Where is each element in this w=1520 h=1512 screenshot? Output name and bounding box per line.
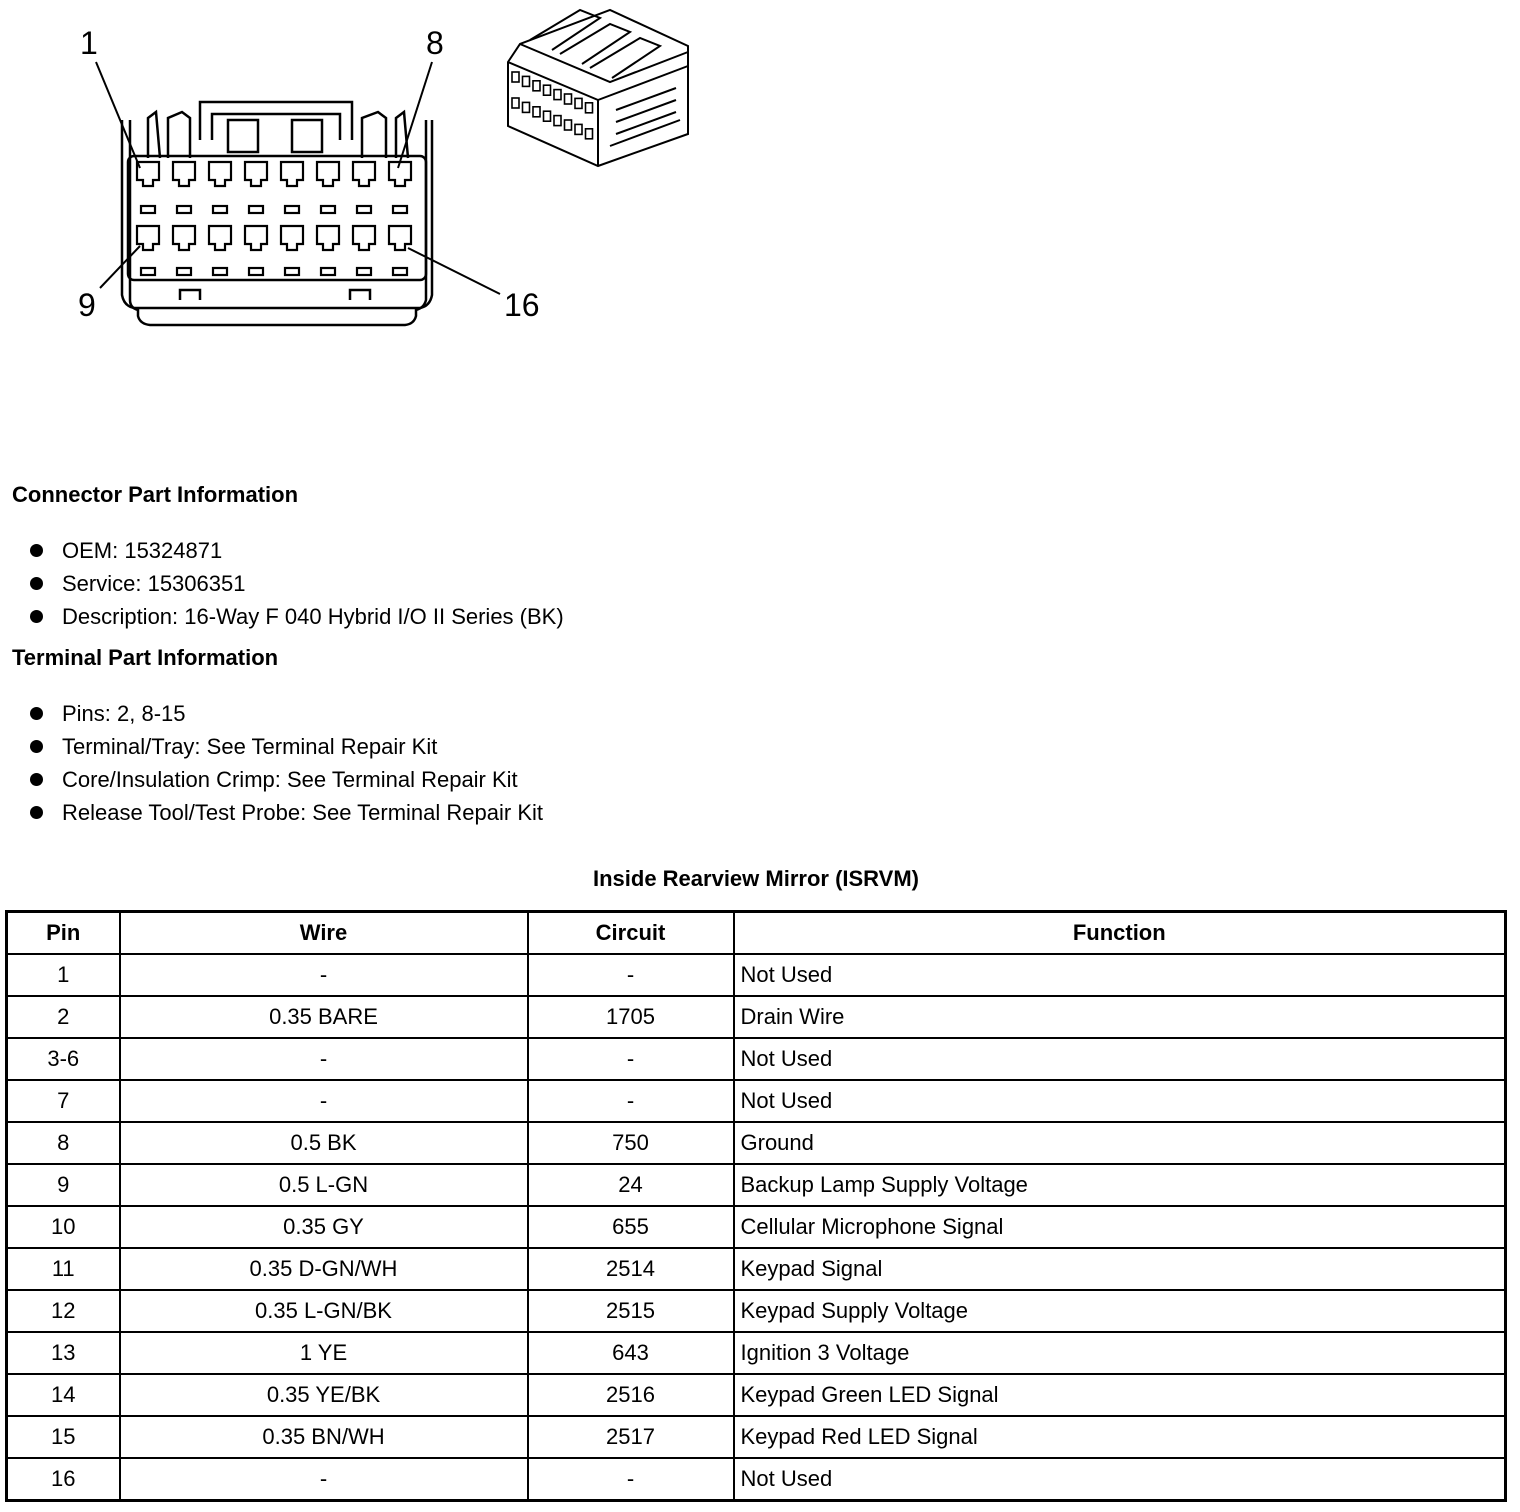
iso-cavity <box>533 107 540 117</box>
cell-wire: 0.35 BARE <box>120 996 528 1038</box>
iso-cavity <box>544 85 551 95</box>
table-row <box>7 1332 1506 1374</box>
iso-cavity <box>512 98 519 108</box>
terminal-cavity <box>245 226 267 250</box>
cell-wire: 0.5 BK <box>120 1122 528 1164</box>
terminal-cavity <box>173 226 195 250</box>
bullet-icon <box>30 544 43 557</box>
pin-16-label: 16 <box>504 287 540 323</box>
cavity-slot <box>357 206 371 213</box>
terminal-cavity <box>353 162 375 186</box>
cell-circuit: 2514 <box>528 1248 734 1290</box>
iso-cavity <box>586 103 593 113</box>
cavity-slot <box>141 268 155 275</box>
table-row <box>7 1374 1506 1416</box>
terminal-cavity <box>317 162 339 186</box>
cavity-slot <box>177 206 191 213</box>
connector-part-info-heading: Connector Part Information <box>12 482 299 507</box>
cell-circuit: - <box>528 954 734 996</box>
bullet-icon <box>30 806 43 819</box>
cavity-slot <box>177 268 191 275</box>
cavity-slot <box>249 206 263 213</box>
iso-cavity <box>575 124 582 134</box>
cavity-slot <box>285 268 299 275</box>
table-header-row <box>7 912 1506 955</box>
cell-circuit: 24 <box>528 1164 734 1206</box>
header-pin: Pin <box>7 912 120 955</box>
list-item: OEM: 15324871 <box>28 534 564 567</box>
pin-1-label: 1 <box>80 25 98 61</box>
cell-wire: 0.35 GY <box>120 1206 528 1248</box>
table-row <box>7 996 1506 1038</box>
cell-function: Not Used <box>734 1458 1506 1501</box>
cell-function: Not Used <box>734 1080 1506 1122</box>
table-row <box>7 1122 1506 1164</box>
cell-wire: 0.35 BN/WH <box>120 1416 528 1458</box>
iso-cavity <box>575 98 582 108</box>
table-row <box>7 1290 1506 1332</box>
cell-circuit: 1705 <box>528 996 734 1038</box>
cell-circuit: - <box>528 1458 734 1501</box>
cell-wire: 0.35 L-GN/BK <box>120 1290 528 1332</box>
header-function: Function <box>734 912 1506 955</box>
list-item: Release Tool/Test Probe: See Terminal Repair Kit <box>28 796 543 829</box>
terminal-cavity <box>245 162 267 186</box>
iso-cavity <box>512 72 519 82</box>
list-item: Core/Insulation Crimp: See Terminal Repair Kit <box>28 763 543 796</box>
bullet-icon <box>30 610 43 623</box>
cell-function: Not Used <box>734 1038 1506 1080</box>
cell-pin: 12 <box>7 1290 120 1332</box>
iso-cavity <box>523 102 530 112</box>
cell-function: Keypad Green LED Signal <box>734 1374 1506 1416</box>
cell-function: Keypad Supply Voltage <box>734 1290 1506 1332</box>
cell-pin: 7 <box>7 1080 120 1122</box>
iso-cavity <box>565 94 572 104</box>
cavity-slot <box>285 206 299 213</box>
terminal-cavity <box>317 226 339 250</box>
bullet-icon <box>30 707 43 720</box>
iso-cavity <box>586 129 593 139</box>
cavity-slot <box>213 268 227 275</box>
connector-isometric-view <box>508 10 688 166</box>
cell-circuit: 750 <box>528 1122 734 1164</box>
terminal-cavity <box>353 226 375 250</box>
cell-pin: 8 <box>7 1122 120 1164</box>
table-row <box>7 1038 1506 1080</box>
pinout-table <box>5 910 1507 1502</box>
cavity-slot <box>321 268 335 275</box>
cell-wire: - <box>120 954 528 996</box>
iso-cavity <box>523 76 530 86</box>
cell-circuit: - <box>528 1038 734 1080</box>
cavity-slot <box>321 206 335 213</box>
cavity-slot <box>141 206 155 213</box>
cell-wire: - <box>120 1458 528 1501</box>
cavity-slot <box>213 206 227 213</box>
cell-function: Keypad Signal <box>734 1248 1506 1290</box>
cell-pin: 16 <box>7 1458 120 1501</box>
cell-function: Not Used <box>734 954 1506 996</box>
cell-wire: 0.35 D-GN/WH <box>120 1248 528 1290</box>
table-row <box>7 954 1506 996</box>
cavity-slot <box>393 268 407 275</box>
connector-face-diagram <box>0 0 720 340</box>
cell-pin: 2 <box>7 996 120 1038</box>
iso-cavity <box>554 90 561 100</box>
terminal-cavity <box>209 226 231 250</box>
cell-pin: 11 <box>7 1248 120 1290</box>
cell-wire: - <box>120 1038 528 1080</box>
pin-8-label: 8 <box>426 25 444 61</box>
iso-cavity <box>533 81 540 91</box>
cell-circuit: - <box>528 1080 734 1122</box>
table-row <box>7 1206 1506 1248</box>
connector-part-info-list <box>28 534 564 633</box>
cell-pin: 13 <box>7 1332 120 1374</box>
cell-function: Backup Lamp Supply Voltage <box>734 1164 1506 1206</box>
iso-cavity <box>544 111 551 121</box>
table-row <box>7 1416 1506 1458</box>
cell-pin: 1 <box>7 954 120 996</box>
terminal-part-info-heading: Terminal Part Information <box>12 645 279 670</box>
cell-function: Cellular Microphone Signal <box>734 1206 1506 1248</box>
cell-pin: 9 <box>7 1164 120 1206</box>
table-row <box>7 1248 1506 1290</box>
terminal-cavity <box>281 226 303 250</box>
cell-wire: 0.35 YE/BK <box>120 1374 528 1416</box>
cell-function: Ground <box>734 1122 1506 1164</box>
header-circuit: Circuit <box>528 912 734 955</box>
table-row <box>7 1164 1506 1206</box>
bullet-icon <box>30 740 43 753</box>
pin-9-label: 9 <box>78 287 96 323</box>
cavity-slot <box>357 268 371 275</box>
cell-wire: 1 YE <box>120 1332 528 1374</box>
iso-cavity <box>554 116 561 126</box>
cavity-slot <box>393 206 407 213</box>
terminal-cavity <box>389 162 411 186</box>
cell-circuit: 2517 <box>528 1416 734 1458</box>
cell-pin: 10 <box>7 1206 120 1248</box>
table-title: Inside Rearview Mirror (ISRVM) <box>592 866 919 891</box>
cavity-slot <box>249 268 263 275</box>
bullet-icon <box>30 577 43 590</box>
terminal-cavity <box>173 162 195 186</box>
cell-pin: 3-6 <box>7 1038 120 1080</box>
list-item: Description: 16-Way F 040 Hybrid I/O II Series (BK) <box>28 600 564 633</box>
cell-pin: 14 <box>7 1374 120 1416</box>
cell-circuit: 655 <box>528 1206 734 1248</box>
cell-function: Keypad Red LED Signal <box>734 1416 1506 1458</box>
cell-circuit: 2515 <box>528 1290 734 1332</box>
bullet-icon <box>30 773 43 786</box>
cell-circuit: 643 <box>528 1332 734 1374</box>
header-wire: Wire <box>120 912 528 955</box>
cell-function: Ignition 3 Voltage <box>734 1332 1506 1374</box>
list-item: Pins: 2, 8-15 <box>28 697 543 730</box>
table-row <box>7 1458 1506 1501</box>
terminal-cavity <box>137 162 159 186</box>
terminal-cavity <box>209 162 231 186</box>
list-item: Terminal/Tray: See Terminal Repair Kit <box>28 730 543 763</box>
cell-wire: 0.5 L-GN <box>120 1164 528 1206</box>
cell-pin: 15 <box>7 1416 120 1458</box>
terminal-part-info-list <box>28 697 543 829</box>
cell-wire: - <box>120 1080 528 1122</box>
terminal-cavity <box>281 162 303 186</box>
cell-circuit: 2516 <box>528 1374 734 1416</box>
list-item: Service: 15306351 <box>28 567 564 600</box>
cell-function: Drain Wire <box>734 996 1506 1038</box>
iso-cavity <box>565 120 572 130</box>
table-row <box>7 1080 1506 1122</box>
terminal-cavity <box>389 226 411 250</box>
